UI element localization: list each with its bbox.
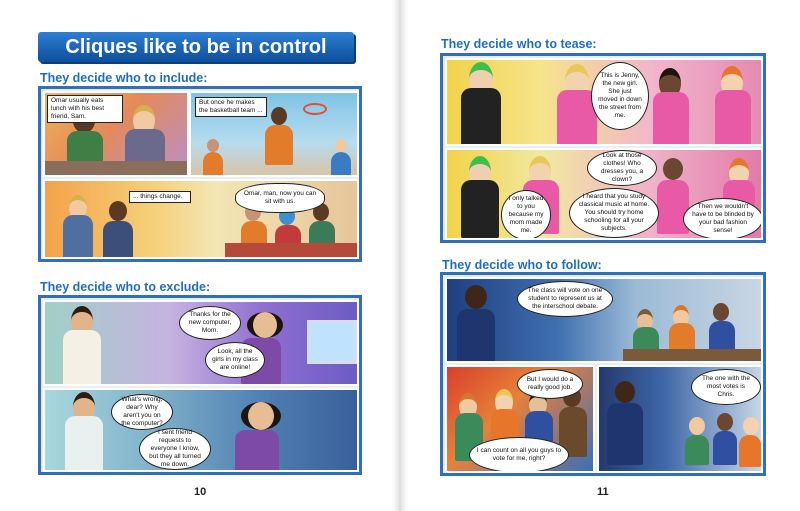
comic-frame-follow [440,272,766,476]
speech-bubble-friend-requests: I sent friend requests to everyone I know, but they all turned me down. [139,428,211,470]
comic-panel-basketball [189,91,359,177]
lunch-table [45,161,189,177]
comic-panel-new-computer [43,300,359,386]
page-number-left: 10 [194,486,207,498]
page-number-right: 11 [597,486,609,498]
comic-panel-fashion [445,148,763,240]
speech-bubble-good-job: But I would do a really good job. [517,369,583,399]
comic-frame-tease [440,53,766,243]
comic-panel-turned-down [43,388,359,472]
comic-panel-new-girl [445,58,763,146]
classroom-desks [623,349,763,363]
section-heading-tease: They decide who to tease: [441,37,597,51]
speech-bubble-classical-music: I heard that you study classical music at home. You should try home schooling for all your subjects. [569,188,659,238]
speech-bubble-thanks-computer: Thanks for the new computer, Mom. [179,306,241,340]
comic-frame-exclude [38,295,362,475]
speech-bubble-most-votes: The one with the most votes is Chris. [691,369,761,405]
comic-panel-vote-result [597,365,763,473]
caption-things-change: ... things change. [129,191,191,203]
speech-bubble-girls-online: Look, all the girls in my class are online! [205,342,265,378]
section-heading-follow: They decide who to follow: [442,258,602,272]
speech-bubble-blinded: Then we wouldn't have to be blinded by your bad fashion sense! [683,198,763,240]
speech-bubble-this-is-jenny: This is Jenny, the new girl. She just moved in down the street from me. [591,62,649,130]
section-heading-exclude: They decide who to exclude: [40,280,211,294]
caption-omar-lunch: Omar usually eats lunch with his best friend, Sam. [47,95,123,123]
speech-bubble-those-clothes: Look at those clothes! Who dresses you, a clown? [587,150,657,186]
cafeteria-table [225,243,359,259]
speech-bubble-whats-wrong: What's wrong, dear? Why aren't you on the computer? [111,394,173,430]
speech-bubble-omar-sit: Omar, man, now you can sit with us. [235,183,325,213]
speech-bubble-only-talked: I only talked to you because my mom made me. [501,190,551,240]
comic-panel-campaign [445,365,595,473]
comic-panel-classroom [445,277,763,363]
computer-monitor [307,320,357,364]
page-title: Cliques like to be in control [38,32,354,62]
comic-panel-lunch [43,91,189,177]
comic-frame-include [38,86,362,262]
basketball-hoop [303,103,327,115]
speech-bubble-count-on: I can count on all you guys to vote for me, right? [469,437,569,473]
caption-basketball: But once he makes the basketball team ... [195,97,267,117]
section-heading-include: They decide who to include: [40,71,208,85]
comic-panel-cafeteria [43,179,359,259]
speech-bubble-class-vote: The class will vote on one student to represent us at the interschool debate. [517,281,613,317]
book-gutter [392,0,408,511]
